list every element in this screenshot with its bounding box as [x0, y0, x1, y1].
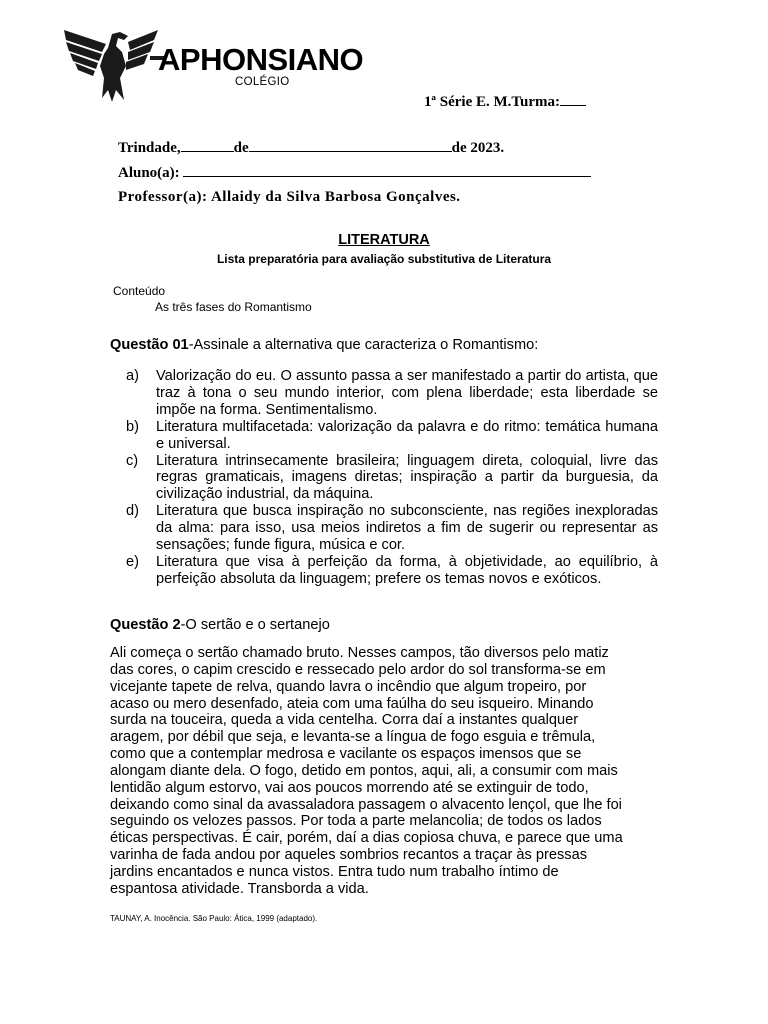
option-text: Literatura intrinsecamente brasileira; linguagem direta, coloquial, livre das regras gramaticais, imagens diretas; inspiração a partir da burguesia, da civilização industrial, da máquina.	[156, 452, 658, 503]
question-2-passage	[110, 645, 666, 898]
option-letter: d)	[126, 503, 139, 520]
day-field[interactable]	[181, 139, 234, 152]
content-topic: As três fases do Romantismo	[155, 300, 312, 314]
school-name: APHONSIANO	[158, 42, 364, 77]
option-text: Literatura que visa à perfeição da forma, à objetividade, ao equilíbrio, à perfeição absoluta da linguagem; prefere os temas novos e exóticos.	[156, 553, 658, 587]
passage-line: acaso ou mero desenfado, ateia com uma faúlha do seu isqueiro. Minando	[110, 695, 594, 712]
grade-line	[424, 93, 586, 111]
passage-line: como que a contemplar medrosa e vacilante os espaços imensos que se	[110, 746, 582, 763]
option-letter: a)	[126, 368, 139, 384]
grade-label: 1ª Série E. M.Turma:	[424, 94, 561, 110]
option-text: Literatura multifacetada: valorização da palavra e do ritmo: temática humana e universal.	[156, 418, 658, 452]
month-field[interactable]	[249, 139, 452, 152]
student-label: Aluno(a):	[118, 165, 180, 181]
question-1-text: -Assinale a alternativa que caracteriza o Romantismo:	[188, 337, 539, 353]
subject-subtitle: Lista preparatória para avaliação substitutiva de Literatura	[216, 252, 552, 266]
passage-line: vicejante tapete de relva, quando lavra o incêndio que algum tropeiro, por	[110, 678, 587, 695]
passage-line: seguindo os velozes passos. Por toda a parte melancolia; de todos os lados	[110, 813, 602, 830]
question-1-heading	[110, 337, 538, 353]
option-d[interactable]	[110, 503, 658, 554]
student-name-field[interactable]	[183, 164, 591, 177]
option-e[interactable]	[110, 554, 658, 588]
passage-line: jardins encantados e nunca vistos. Entra tudo num trabalho íntimo de	[110, 863, 559, 880]
subject-title: LITERATURA	[338, 232, 430, 248]
passage-line: espantosa atividade. Transborda a vida.	[110, 880, 369, 897]
question-2-number: Questão 2	[110, 617, 181, 633]
passage-source: TAUNAY, A. Inocência. São Paulo: Ática, 1999 (adaptado).	[110, 914, 318, 923]
passage-line: aragem, por débil que seja, e levanta-se a língua de fogo esguia e trêmula,	[110, 729, 596, 746]
question-2-text: -O sertão e o sertanejo	[180, 617, 330, 633]
passage-line: lentidão algum estorvo, vai aos poucos morrendo até se extinguir de todo,	[110, 779, 589, 796]
option-b[interactable]	[110, 419, 658, 453]
passage-line: varinha de fada andou por aqueles sombrios recantos a traçar às pressas	[110, 847, 588, 864]
passage-line: éticas perspectivas. É cair, porém, daí a dias copiosa chuva, e parece que uma	[110, 830, 623, 847]
date-middle: de	[233, 140, 249, 156]
option-letter: e)	[126, 553, 139, 570]
student-line	[118, 164, 591, 182]
passage-line: deixando como sinal da avassaladora passagem o alvacento lençol, que lhe foi	[110, 796, 622, 813]
option-letter: c)	[126, 452, 139, 469]
passage-line: Ali começa o sertão chamado bruto. Nesses campos, tão diversos pelo matiz	[110, 645, 609, 661]
question-2-heading	[110, 617, 330, 633]
option-a[interactable]	[110, 368, 658, 419]
option-c[interactable]	[110, 453, 658, 504]
passage-line: alongam diante dela. O fogo, detido em pontos, aqui, ali, a consumir com mais	[110, 762, 618, 779]
date-prefix: Trindade,	[118, 140, 181, 156]
option-text: Valorização do eu. O assunto passa a ser manifestado a partir do artista, que traz à tona o seu mundo interior, com plena liberdade; esta liberdade se impõe na forma. Sentimentalismo.	[156, 368, 658, 418]
class-field[interactable]	[560, 93, 586, 106]
option-letter: b)	[126, 418, 139, 435]
eagle-logo-icon	[62, 26, 162, 104]
date-line	[118, 139, 504, 157]
passage-line: das cores, o capim crescido e ressecado pelo ardor do sol transforma-se em	[110, 661, 606, 678]
content-label: Conteúdo	[113, 284, 166, 298]
passage-line: surda na touceira, queda a vida centelha. Corra daí a instantes qualquer	[110, 712, 579, 729]
teacher-line: Professor(a): Allaidy da Silva Barbosa Gonçalves.	[118, 189, 461, 205]
question-1-options	[110, 368, 658, 588]
option-text: Literatura que busca inspiração no subconsciente, nas regiões inexploradas da alma: para isso, usa meios indiretos a fim de sugerir ou representar as sensações; funde figura, música e cor.	[156, 503, 658, 554]
date-suffix: de 2023.	[451, 140, 505, 156]
school-subtitle: COLÉGIO	[235, 76, 290, 88]
question-1-number: Questão 01	[110, 337, 189, 353]
